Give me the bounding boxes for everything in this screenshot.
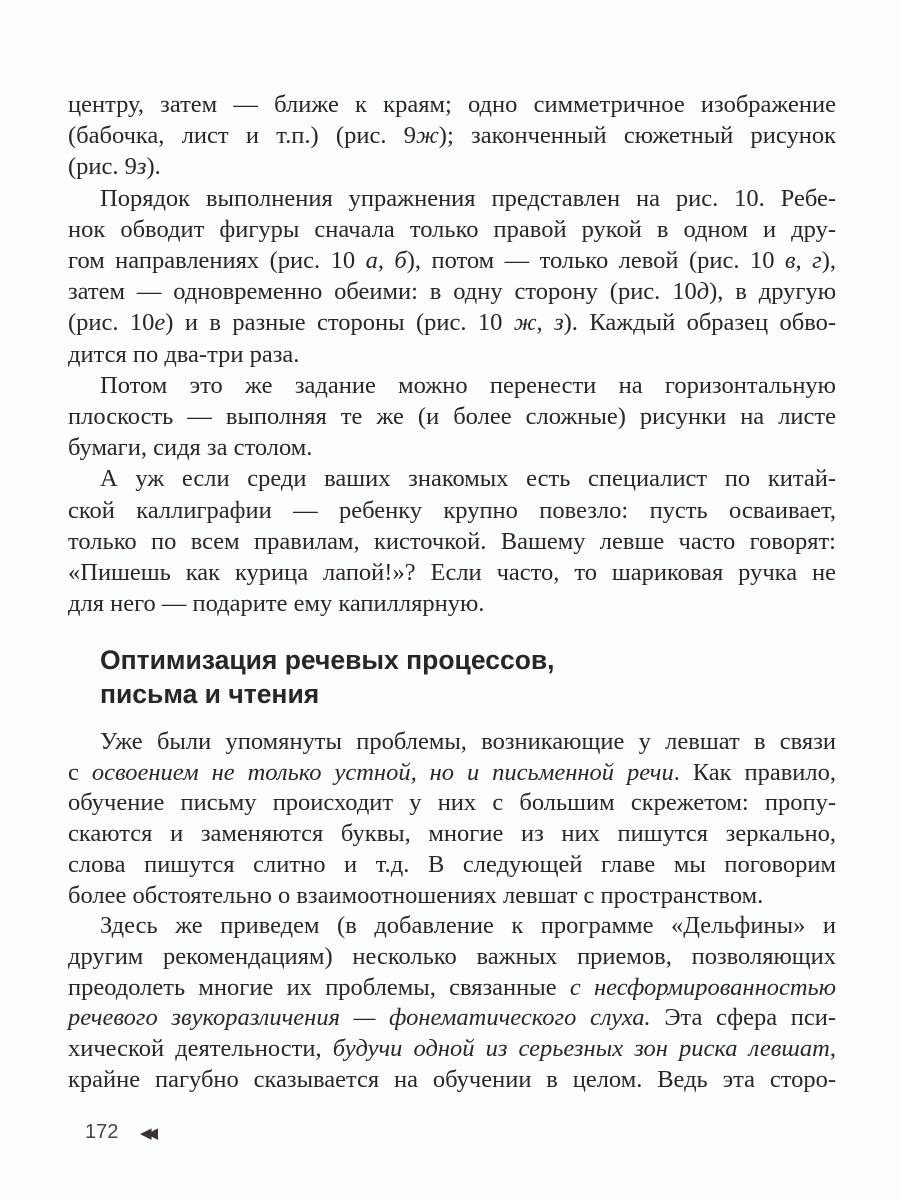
italic-text: д bbox=[696, 278, 710, 306]
text-line bbox=[68, 277, 836, 306]
page-number: 172 bbox=[85, 1121, 119, 1143]
text-segment: , bbox=[829, 1035, 836, 1062]
text-segment: бумаги, сидя за столом. bbox=[68, 434, 313, 462]
text-segment: затем — одновременно обеими: в одну сторону (рис. 10 bbox=[68, 278, 697, 306]
italic-text: ж bbox=[415, 122, 439, 150]
text-segment: для него — подарите ему капиллярную. bbox=[68, 590, 485, 618]
italic-text: а, б bbox=[365, 247, 407, 274]
text-segment: с bbox=[68, 758, 92, 786]
text-line bbox=[68, 942, 836, 971]
text-line bbox=[68, 496, 836, 525]
text-segment: обучение письму происходит у них с большим скрежетом: пропу- bbox=[68, 789, 836, 817]
section-heading-line-2: письма и чтения bbox=[100, 679, 320, 709]
text-segment: ской каллиграфии — ребенку крупно повезло: пусть осваивает, bbox=[68, 496, 836, 524]
text-line bbox=[68, 1034, 836, 1063]
text-line bbox=[68, 308, 836, 337]
text-segment: ), потом — только левой (рис. 10 bbox=[406, 247, 785, 274]
text-segment: ); законченный сюжетный рисунок bbox=[438, 122, 836, 150]
text-line bbox=[68, 246, 836, 275]
text-line bbox=[68, 589, 836, 618]
text-segment: (рис. 9 bbox=[68, 153, 137, 181]
text-segment: центру, затем — ближе к краям; одно симметричное изображение bbox=[68, 91, 836, 118]
text-segment: слова пишутся слитно и т.д. В следующей главе мы поговорим bbox=[68, 850, 836, 878]
text-line bbox=[68, 1065, 836, 1094]
text-segment: . Как правило, bbox=[673, 758, 837, 786]
italic-text: ж, з bbox=[513, 309, 564, 337]
text-segment: ). bbox=[146, 153, 161, 181]
italic-text: будучи одной из серьезных зон риска левшат bbox=[332, 1035, 830, 1062]
text-line bbox=[68, 558, 836, 587]
text-segment: гом направлениях (рис. 10 bbox=[68, 247, 366, 274]
text-line bbox=[68, 1003, 836, 1032]
text-segment: скаются и заменяются буквы, многие из них пишутся зеркально, bbox=[68, 820, 836, 848]
section-heading-line-1: Оптимизация речевых процессов, bbox=[100, 645, 555, 675]
text-line bbox=[68, 340, 836, 369]
italic-text: с несформированностью bbox=[569, 973, 836, 1001]
italic-text: освоением не только устной, но и письменной речи bbox=[91, 758, 674, 786]
text-line bbox=[68, 121, 836, 150]
text-segment: преодолеть многие их проблемы, связанные bbox=[68, 973, 570, 1001]
text-line bbox=[68, 973, 836, 1002]
text-segment: ), bbox=[821, 247, 836, 274]
text-line bbox=[68, 402, 836, 431]
text-segment: хической деятельности, bbox=[68, 1035, 333, 1062]
text-line bbox=[68, 850, 836, 879]
text-line bbox=[100, 464, 836, 493]
text-segment: ). Каждый образец обво- bbox=[563, 309, 836, 337]
double-left-arrow-icon: ◀◀ bbox=[140, 1124, 154, 1142]
text-line bbox=[68, 881, 836, 910]
text-segment: Уже были упомянуты проблемы, возникающие у левшат в связи bbox=[100, 728, 836, 755]
text-segment: дится по два-три раза. bbox=[68, 340, 300, 368]
text-segment: Здесь же приведем (в добавление к программе «Дельфины» и bbox=[100, 912, 836, 940]
text-segment: только по всем правилам, кисточкой. Вашему левше часто говорят: bbox=[68, 527, 836, 555]
text-line bbox=[100, 371, 836, 400]
italic-text: речевого звукоразличения — фонематического слуха. bbox=[68, 1004, 651, 1032]
text-segment: крайне пагубно сказывается на обучении в целом. Ведь эта сторо- bbox=[68, 1065, 836, 1093]
text-line bbox=[68, 152, 836, 181]
text-line bbox=[100, 727, 836, 756]
text-segment: А уж если среди ваших знакомых есть специалист по китай- bbox=[100, 465, 836, 493]
text-segment: Потом это же задание можно перенести на горизонтальную bbox=[100, 371, 836, 399]
text-segment: ), в другую bbox=[709, 278, 836, 306]
text-segment: Порядок выполнения упражнения представлен на рис. 10. Ребе- bbox=[100, 184, 836, 212]
text-segment: нок обводит фигуры сначала только правой рукой в одном и дру- bbox=[68, 215, 836, 243]
text-line bbox=[68, 819, 836, 848]
text-segment: более обстоятельно о взаимоотношениях левшат с пространством. bbox=[68, 881, 764, 909]
text-line bbox=[68, 527, 836, 556]
text-segment: плоскость — выполняя те же (и более сложные) рисунки на листе bbox=[68, 403, 836, 430]
text-segment: ) и в разные стороны (рис. 10 bbox=[165, 309, 514, 337]
text-segment: другим рекомендациям) несколько важных приемов, позволяющих bbox=[68, 942, 836, 970]
italic-text: е bbox=[154, 309, 166, 337]
text-line bbox=[68, 788, 836, 817]
text-line bbox=[100, 184, 836, 213]
text-line bbox=[68, 433, 836, 462]
text-line bbox=[100, 911, 836, 940]
text-line bbox=[68, 758, 836, 787]
italic-text: в, г bbox=[784, 247, 822, 274]
text-segment: (бабочка, лист и т.п.) (рис. 9 bbox=[68, 122, 416, 150]
text-line bbox=[68, 215, 836, 244]
text-segment: (рис. 10 bbox=[68, 309, 155, 337]
text-segment: «Пишешь как курица лапой!»? Если часто, то шариковая ручка не bbox=[68, 559, 836, 586]
italic-text: з bbox=[136, 153, 147, 181]
text-segment: Эта сфера пси- bbox=[650, 1004, 836, 1032]
text-line bbox=[68, 90, 836, 119]
